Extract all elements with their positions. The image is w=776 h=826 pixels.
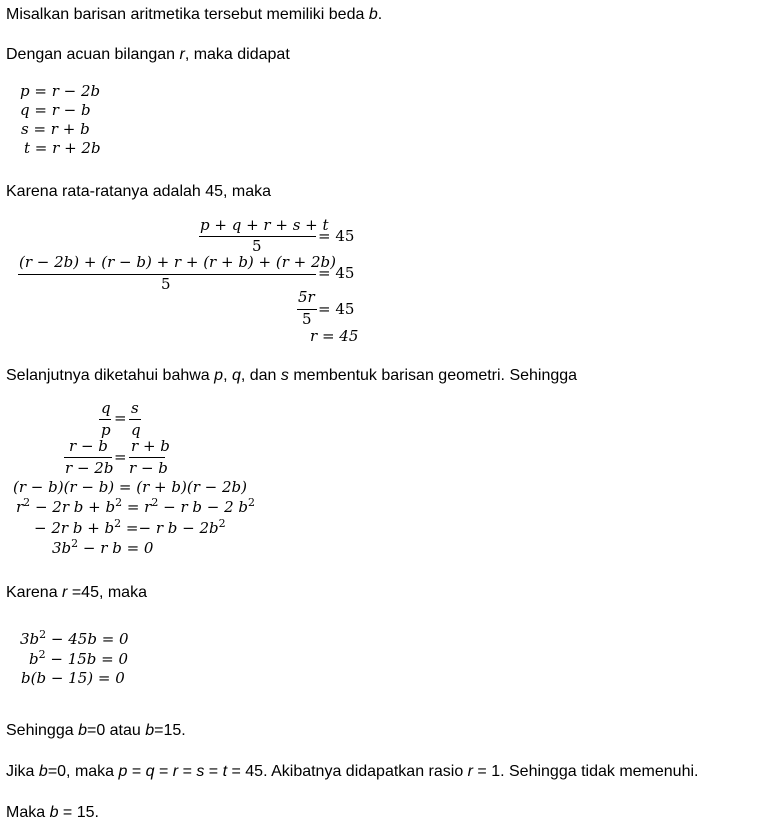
geo-f1-num: q [101, 399, 111, 417]
var-p: p [214, 367, 224, 384]
mean-num-2: (r − 2b) + (r − b) + r + (r + b) + (r + 2b) [19, 253, 336, 271]
solve-line-3: b(b − 15) = 0 [21, 669, 125, 687]
geo-eq-1: = [114, 409, 127, 427]
text: =− r b − 2b [121, 519, 219, 537]
text: = [178, 763, 197, 780]
check-sentence [6, 762, 698, 782]
text: b [29, 650, 39, 668]
mean-rhs-2: = 45 [318, 264, 355, 282]
text: Sehingga [6, 722, 79, 739]
exponent: 2 [115, 496, 123, 509]
solve-line-2 [29, 650, 128, 670]
exponent: 2 [23, 496, 31, 509]
text: =0, maka [47, 763, 119, 780]
text: = 45. Akibatnya didapatkan rasio [227, 763, 468, 780]
geo-f3-num: r − b [69, 437, 108, 455]
var-b: b [49, 804, 59, 821]
mean-sentence [6, 182, 271, 202]
geometric-sentence [6, 366, 577, 386]
text: =0 atau [86, 722, 146, 739]
fraction-bar [64, 457, 112, 458]
text: = [154, 763, 173, 780]
solve-line-1 [20, 630, 129, 650]
mean-den-3: 5 [302, 310, 312, 328]
exponent: 2 [151, 496, 159, 509]
mean-rhs-1: = 45 [318, 227, 355, 245]
geo-eq-2: = [114, 448, 127, 466]
fraction-bar [129, 457, 165, 458]
geo-f2-num: s [131, 399, 139, 417]
var-b: b [78, 722, 87, 739]
def-q: q = r − b [20, 101, 91, 119]
text: − r b = 0 [78, 539, 154, 557]
exponent: 2 [71, 537, 79, 550]
text: = [204, 763, 223, 780]
var-b: b [145, 722, 155, 739]
mean-den-1: 5 [252, 237, 262, 255]
geo-simplify [34, 519, 226, 539]
var-r: r [179, 46, 185, 63]
text: − 45b = 0 [46, 630, 129, 648]
var-q: q [231, 367, 241, 384]
text: − 15b = 0 [45, 650, 129, 668]
text: =45, maka [67, 584, 147, 601]
geo-f3-den: r − 2b [65, 459, 114, 477]
text: Maka [6, 804, 50, 821]
def-s: s = r + b [21, 120, 90, 138]
text: . [377, 6, 383, 23]
geo-result [52, 539, 153, 559]
geo-f4-den: r − b [129, 459, 168, 477]
text: Misalkan barisan aritmetika tersebut memiliki beda [6, 6, 369, 23]
geo-cross-multiply: (r − b)(r − b) = (r + b)(r − 2b) [13, 478, 247, 496]
var-q: q [145, 763, 155, 780]
geo-f2-den: q [131, 421, 141, 439]
geo-f1-den: p [101, 421, 111, 439]
solutions-sentence [6, 721, 186, 741]
text: Karena rata-ratanya adalah 45, maka [6, 183, 272, 200]
substitute-sentence [6, 583, 147, 603]
conclusion-sentence [6, 803, 99, 823]
exponent: 2 [38, 648, 46, 661]
exponent: 2 [218, 517, 226, 530]
var-r: r [62, 584, 68, 601]
text: 3b [52, 539, 72, 557]
text: Selanjutnya diketahui bahwa [6, 367, 215, 384]
def-t: t = r + 2b [24, 139, 101, 157]
text: = [127, 763, 146, 780]
text: , dan [240, 367, 281, 384]
intro-sentence [6, 5, 382, 25]
text: membentuk barisan geometri. Sehingga [288, 367, 578, 384]
text: Dengan acuan bilangan [6, 46, 180, 63]
geo-expand [16, 498, 255, 518]
exponent: 2 [248, 496, 256, 509]
def-p: p = r − 2b [20, 82, 101, 100]
text: , [223, 367, 232, 384]
text: , maka didapat [184, 46, 290, 63]
mean-num-1: p + q + r + s + t [200, 216, 329, 234]
var-s: s [196, 763, 205, 780]
var-r: r [467, 763, 473, 780]
text: =15. [154, 722, 186, 739]
text: = 15. [58, 804, 99, 821]
mean-result: r = 45 [310, 327, 359, 345]
exponent: 2 [114, 517, 122, 530]
var-p: p [118, 763, 128, 780]
text: = 1. Sehingga tidak memenuhi. [472, 763, 699, 780]
var-r: r [172, 763, 179, 780]
text: 3b [20, 630, 40, 648]
mean-num-3: 5r [298, 288, 315, 306]
text: Jika [6, 763, 39, 780]
var-s: s [280, 367, 289, 384]
var-b: b [38, 763, 48, 780]
text: r [16, 498, 24, 516]
reference-sentence [6, 45, 290, 65]
text: − 2r b + b [30, 498, 116, 516]
fraction-bar [129, 419, 141, 420]
geo-f4-num: r + b [131, 437, 170, 455]
var-t: t [222, 763, 228, 780]
exponent: 2 [39, 628, 47, 641]
text: − r b − 2 b [158, 498, 249, 516]
var-b: b [368, 6, 378, 23]
text: = r [122, 498, 152, 516]
text: Karena [6, 584, 63, 601]
mean-den-2: 5 [161, 275, 171, 293]
mean-rhs-3: = 45 [318, 300, 355, 318]
text: − 2r b + b [34, 519, 115, 537]
fraction-bar [99, 419, 111, 420]
